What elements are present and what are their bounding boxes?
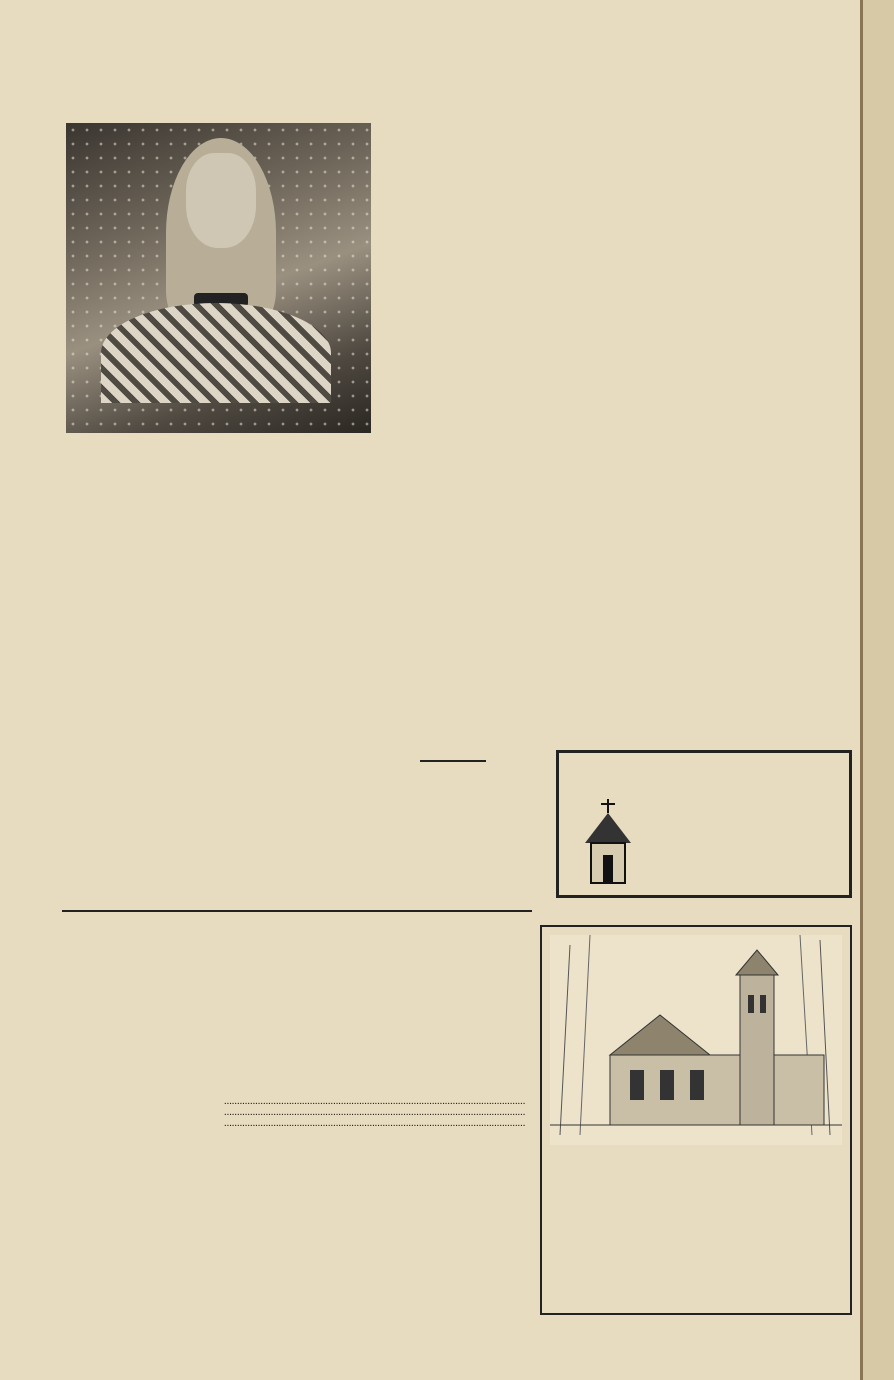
bethel-lutheran-ad <box>540 925 852 1315</box>
section-rule <box>62 910 532 912</box>
howard-johnsons-ad <box>556 750 852 898</box>
business-staff-list <box>222 1096 527 1130</box>
staff-row <box>222 1118 527 1129</box>
adjacent-page-edge <box>860 0 894 1380</box>
staff-row <box>222 1096 527 1107</box>
staff-row <box>222 1107 527 1118</box>
beauty-photo <box>66 123 371 433</box>
masthead-member <box>222 1051 527 1062</box>
church-drawing <box>550 935 842 1145</box>
restaurant-building-icon <box>577 793 667 893</box>
divider <box>420 760 486 762</box>
